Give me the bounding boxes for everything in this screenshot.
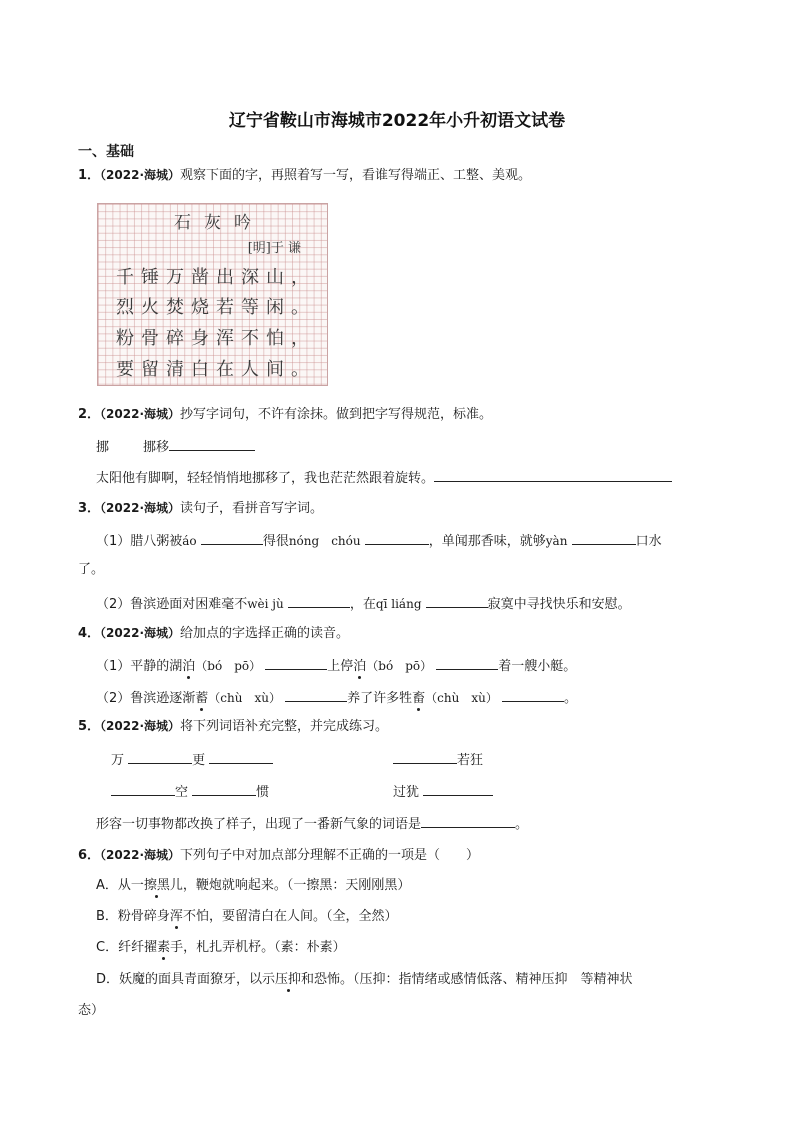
answer-blank[interactable]: [111, 782, 175, 796]
poem-line-4: 要 留 清 白 在 人 间 。: [116, 359, 309, 380]
question-text: 抄写字词句，不许有涂抹。做到把字写得规范，标准。: [180, 407, 493, 422]
copy-sentence: 太阳他有脚啊，轻轻悄悄地挪移了，我也茫茫然跟着旋转。: [96, 471, 435, 486]
answer-blank[interactable]: [426, 594, 488, 608]
dotted-char: 畜: [412, 691, 426, 706]
answer-blank[interactable]: [502, 688, 564, 702]
question-source: （2022·海城）: [100, 719, 181, 733]
pinyin: nóng chóu: [288, 534, 361, 548]
question-source: （2022·海城）: [100, 168, 181, 182]
q3-item-2: （2）鲁滨逊面对困难毫不wèi jù ，在qī liáng 寂寞中寻找快乐和安慰。: [96, 594, 631, 613]
answer-blank[interactable]: [192, 782, 256, 796]
poem-title-char: 吟: [234, 212, 251, 233]
copy-char: 挪: [96, 440, 110, 455]
answer-blank[interactable]: [201, 531, 263, 545]
question-source: （2022·海城）: [100, 626, 181, 640]
answer-blank[interactable]: [169, 437, 255, 451]
dotted-phrase: 浑: [169, 909, 183, 924]
copy-word: 挪移: [143, 440, 170, 455]
answer-blank[interactable]: [128, 750, 192, 764]
calligraphy-grid: [97, 203, 328, 386]
option-c[interactable]: C．纤纤擢素手，札扎弄机杼。（素：朴素）: [96, 940, 346, 955]
q5-word-2: 若狂: [393, 750, 483, 769]
copy-sentence-line: [96, 468, 672, 487]
dotted-phrase: 素: [157, 940, 171, 955]
copy-words-line: [96, 437, 255, 456]
pinyin: wèi jù: [247, 597, 284, 611]
question-number: 5．: [78, 719, 101, 734]
question-text: 观察下面的字，再照着写一写，看谁写得端正、工整、美观。: [180, 168, 532, 183]
pinyin: qī liáng: [375, 597, 422, 611]
question-text: 下列句子中对加点部分理解不正确的一项是（ ）: [180, 848, 480, 863]
q5-tail: 形容一切事物都改换了样子，出现了一番新气象的词语是 。: [96, 814, 528, 833]
answer-blank[interactable]: [421, 814, 515, 828]
question-6: [78, 847, 479, 864]
question-3: [78, 500, 323, 517]
question-number: 3．: [78, 501, 101, 516]
poem-title-char: 灰: [204, 212, 221, 233]
question-2: [78, 406, 492, 423]
question-1: [78, 167, 531, 184]
question-source: （2022·海城）: [100, 848, 181, 862]
answer-blank[interactable]: [288, 594, 350, 608]
answer-blank[interactable]: [572, 531, 636, 545]
answer-blank[interactable]: [434, 468, 672, 482]
dotted-phrase: 擦黑: [143, 878, 170, 893]
poem-line-1: 千 锤 万 凿 出 深 山 ，: [116, 267, 309, 288]
question-source: （2022·海城）: [100, 501, 181, 515]
option-d[interactable]: D．妖魔的面具青面獠牙，以示压抑和恐怖。（压抑：指情绪或感情低落、精神压抑 等精神状: [96, 972, 633, 987]
pinyin: yàn: [545, 534, 568, 548]
question-text: 读句子，看拼音写字词。: [180, 501, 324, 516]
poem-line-2: 烈 火 焚 烧 若 等 闲 。: [116, 297, 309, 318]
answer-blank[interactable]: [209, 750, 273, 764]
q5-word-4: 过犹: [393, 782, 493, 801]
dotted-char: 泊: [353, 659, 367, 674]
q4-item-1: （1）平静的湖泊（bó pō） 上停泊（bó pō） 着一艘小艇。: [96, 656, 576, 675]
pinyin: áo: [182, 534, 197, 548]
question-number: 6．: [78, 848, 101, 863]
answer-blank[interactable]: [393, 750, 457, 764]
answer-blank[interactable]: [436, 656, 498, 670]
question-text: 给加点的字选择正确的读音。: [180, 626, 350, 641]
question-source: （2022·海城）: [100, 407, 181, 421]
section-heading: 一、基础: [78, 144, 134, 160]
dotted-char: 泊: [182, 659, 196, 674]
q5-word-1: 万 更: [111, 750, 273, 769]
question-text: 将下列词语补充完整，并完成练习。: [180, 719, 389, 734]
question-5: [78, 718, 388, 735]
answer-blank[interactable]: [423, 782, 493, 796]
poem-author: [明]于 谦: [247, 240, 301, 256]
question-4: [78, 625, 349, 642]
q5-word-3: 空 惯: [111, 782, 269, 801]
page-title: 辽宁省鞍山市海城市2022年小升初语文试卷: [228, 111, 566, 131]
dotted-phrase: 压抑: [275, 972, 302, 987]
poem-title: [98, 206, 327, 234]
answer-blank[interactable]: [285, 688, 347, 702]
dotted-char: 蓄: [195, 691, 209, 706]
poem-title-char: 石: [174, 212, 191, 233]
q3-item-1: （1）腊八粥被áo 得很nóng chóu ，单闻那香味，就够yàn 口水: [96, 531, 662, 550]
option-d-cont: 态）: [78, 1003, 105, 1018]
option-b[interactable]: B．粉骨碎身浑不怕，要留清白在人间。（全，全然）: [96, 909, 398, 924]
q4-item-2: （2）鲁滨逊逐渐蓄（chù xù） 养了许多牲畜（chù xù） 。: [96, 688, 577, 707]
q3-item-1-cont: 了。: [78, 562, 105, 577]
poem-line-3: 粉 骨 碎 身 浑 不 怕 ，: [116, 328, 309, 349]
answer-blank[interactable]: [265, 656, 327, 670]
question-number: 1．: [78, 168, 101, 183]
question-number: 4．: [78, 626, 101, 641]
option-a[interactable]: A．从一擦黑儿，鞭炮就响起来。（一擦黑：天刚刚黑）: [96, 878, 411, 893]
question-number: 2．: [78, 407, 101, 422]
answer-blank[interactable]: [365, 531, 429, 545]
